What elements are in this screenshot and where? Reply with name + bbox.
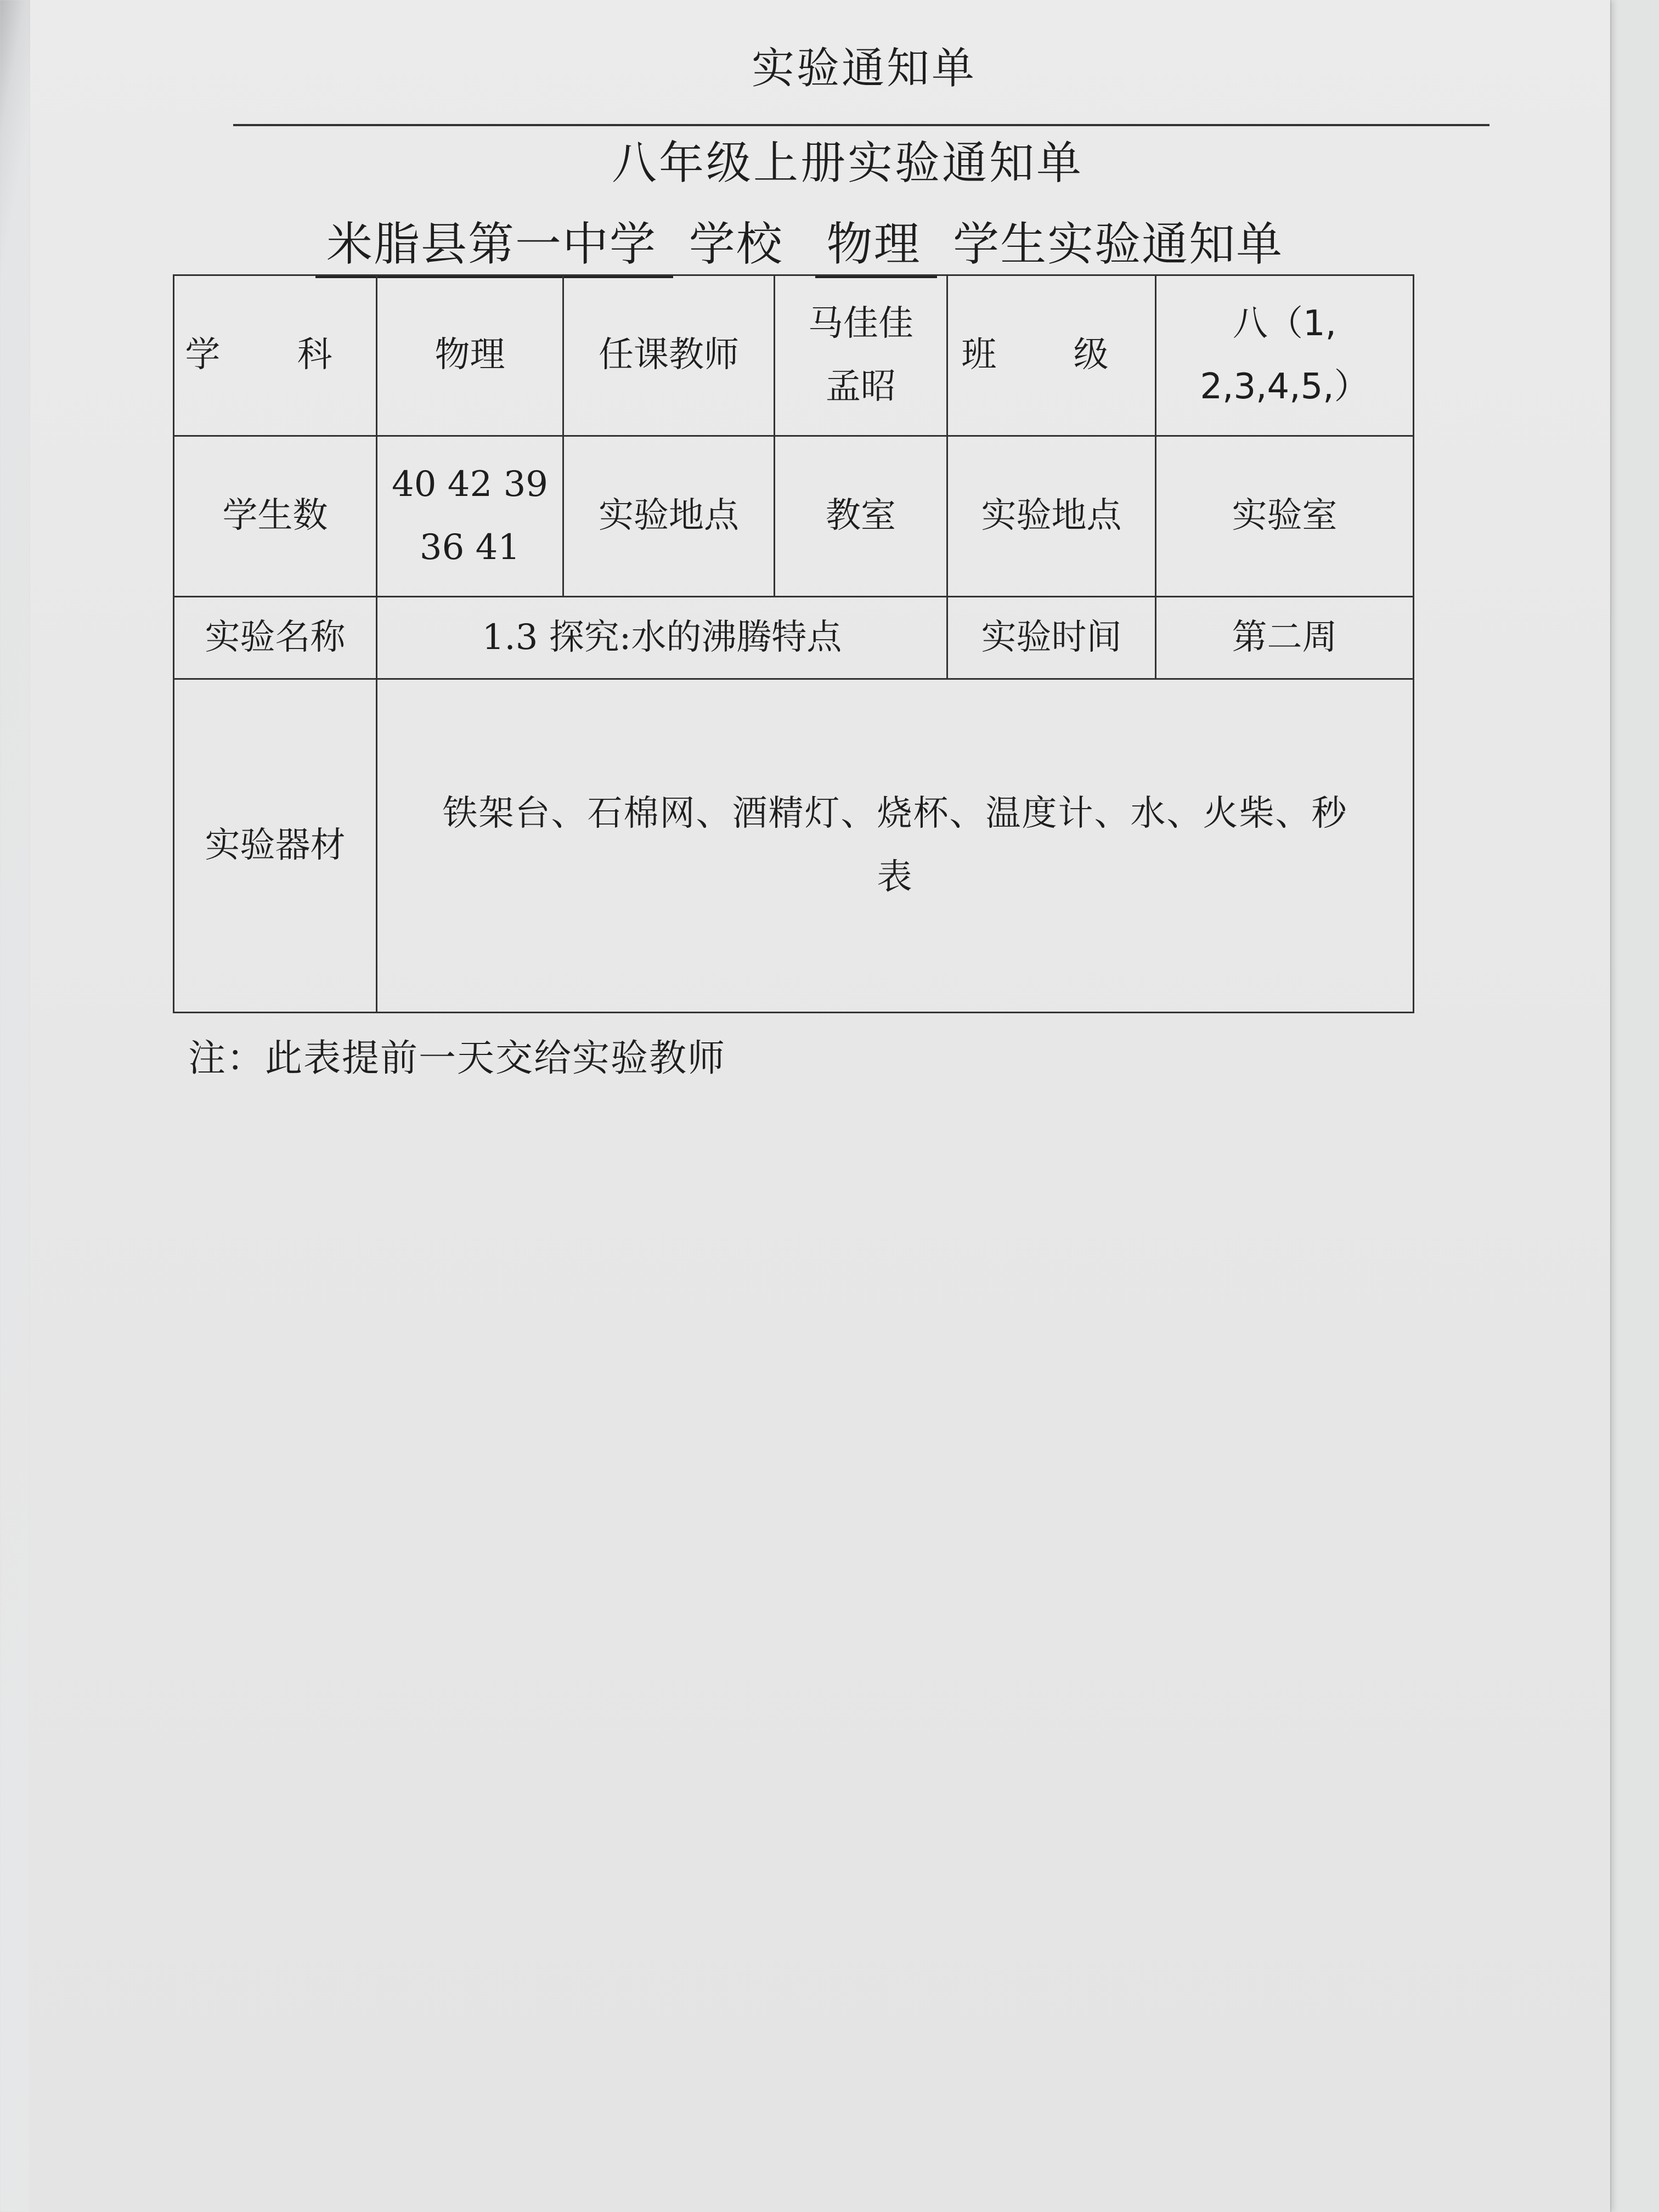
students-label-cell (174, 436, 377, 597)
location-label-cell-1 (563, 436, 775, 597)
subject-label-cell (174, 275, 377, 436)
students-value-line-1: 40 42 39 (392, 464, 548, 505)
experiment-time-value: 第二周 (1232, 617, 1338, 658)
equipment-label: 实验器材 (205, 825, 346, 866)
class-label-cell (947, 275, 1156, 436)
students-label: 学生数 (222, 495, 328, 537)
location-label-cell-2 (947, 436, 1156, 597)
location-value-2: 实验室 (1232, 495, 1338, 537)
location-label-1: 实验地点 (599, 495, 739, 537)
experiment-name-label-cell (174, 597, 377, 679)
subtitle-suffix: 学生实验通知单 (953, 217, 1284, 271)
equipment-value-cell (377, 679, 1414, 1013)
footnote: 注：此表提前一天交给实验教师 (188, 1037, 726, 1080)
experiment-name-value-cell (377, 597, 947, 679)
form-title: 八年级上册实验通知单 (611, 137, 1084, 189)
notice-table (173, 274, 1414, 1013)
header-divider (233, 124, 1489, 126)
experiment-time-value-cell (1156, 597, 1414, 679)
experiment-name-label: 实验名称 (205, 617, 346, 658)
header-title: 实验通知单 (751, 44, 977, 93)
students-value-line-2: 36 41 (419, 527, 521, 568)
experiment-name-value: 1.3 探究:水的沸腾特点 (482, 617, 842, 658)
teacher-label: 任课教师 (599, 335, 739, 376)
experiment-time-label: 实验时间 (981, 617, 1122, 658)
students-value-cell (377, 436, 563, 597)
class-value-line-2: 2,3,4,5,） (1200, 366, 1369, 407)
experiment-time-label-cell (947, 597, 1156, 679)
subject-value-cell (377, 275, 563, 436)
teacher-name-2: 孟昭 (826, 366, 896, 407)
subject-name-field: 物理 (815, 207, 937, 278)
class-label: 班 级 (961, 335, 1142, 376)
table-row (174, 436, 1414, 597)
location-value-cell-2 (1156, 436, 1414, 597)
table-row (174, 597, 1414, 679)
paper-sheet (30, 0, 1610, 2212)
location-value-cell-1 (775, 436, 947, 597)
class-value-cell (1156, 275, 1414, 436)
equipment-label-cell (174, 679, 377, 1013)
paper-stack-edge (1610, 0, 1659, 2212)
school-name-field: 米脂县第一中学 (315, 207, 673, 278)
teacher-name-1: 马佳佳 (808, 303, 913, 344)
table-row (174, 679, 1414, 1013)
class-value-line-1: 八（1, (1232, 303, 1337, 344)
form-subtitle (315, 207, 1303, 278)
equipment-line-2: 表 (877, 856, 913, 898)
subject-value: 物理 (435, 335, 505, 376)
school-suffix: 学校 (689, 217, 783, 271)
teacher-label-cell (563, 275, 775, 436)
equipment-line-1: 铁架台、石棉网、酒精灯、烧杯、温度计、水、火柴、秒 (442, 793, 1348, 834)
location-label-2: 实验地点 (981, 495, 1122, 537)
table-row (174, 275, 1414, 436)
teacher-value-cell (775, 275, 947, 436)
location-value-1: 教室 (826, 495, 896, 537)
subject-label: 学 科 (185, 335, 365, 376)
